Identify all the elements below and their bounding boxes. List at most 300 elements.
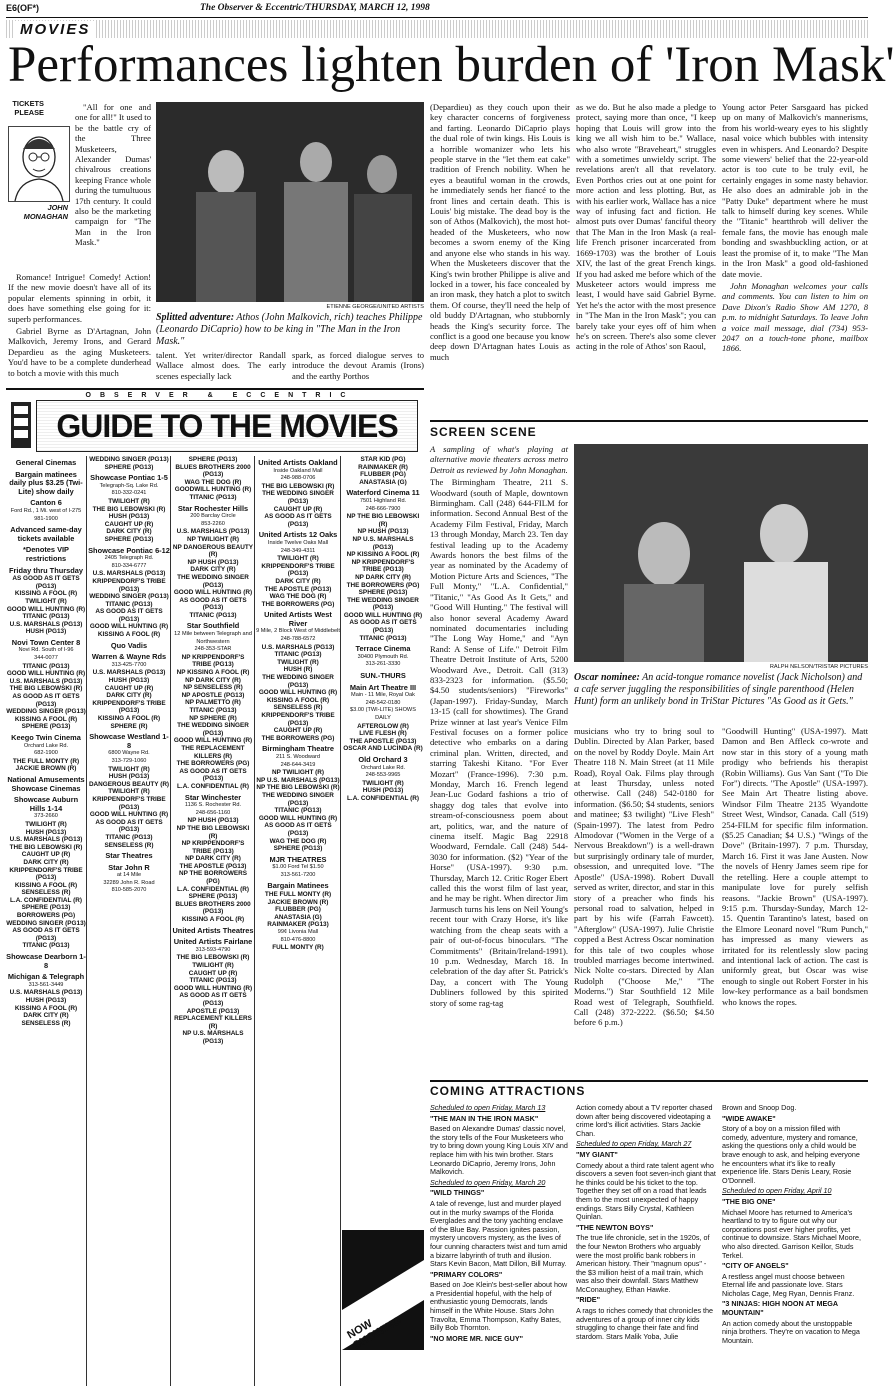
listing-col-4 xyxy=(256,456,341,1386)
listing-detail: 32289 John R. Road xyxy=(103,879,155,886)
listing-film: TWILIGHT (R) xyxy=(25,597,67,605)
listing-film: GOODWILL HUNTING (R) xyxy=(174,486,252,494)
listing-film: TITANIC (PG13) xyxy=(22,613,70,621)
listing-film: BORROWERS (PG) xyxy=(16,912,76,920)
listing-film: HUSH (PG13) xyxy=(362,787,404,795)
listing-film: HUSH (PG13) xyxy=(108,773,150,781)
cafe-scene xyxy=(574,444,868,662)
listing-film: THE WEDDING SINGER (PG13) xyxy=(262,490,334,505)
listing-film: HUSH (PG13) xyxy=(108,513,150,521)
coming-title: "MY GIANT" xyxy=(576,1149,618,1159)
listing-film: TWILIGHT (R) xyxy=(362,779,404,787)
listing-film: KISSING A FOOL (R) xyxy=(14,590,78,598)
listing-film: LIVE FLESH (R) xyxy=(359,730,407,738)
listing-film: WEDDING SINGER (PG13) xyxy=(6,919,86,927)
listing-film: SENSELESS (R) xyxy=(273,704,323,712)
listing-film: NP KRIPPENDORF'S TRIBE (PG13) xyxy=(181,653,245,669)
listing-detail: 248-644-3419 xyxy=(280,761,316,768)
coming-description: Based on Joe Klein's best-seller about how a Presidential hopeful, with the help of enthusiastic young Democrats, lands himself in the White House. Stars John Travolta, Emma Thompson, Kathy Bates, Billy Bob Thornton. xyxy=(430,1280,568,1333)
listing-film: U.S. MARSHALS (PG13) xyxy=(92,570,166,578)
listing-film: U.S. MARSHALS (PG13) xyxy=(261,643,335,651)
screen-scene-intro: A sampling of what's playing at alternative movie theaters across metro Detroit as reviewed by John Monaghan. xyxy=(430,444,568,475)
listing-film: AS GOOD AS IT GETS (PG13) xyxy=(179,992,247,1007)
listing-film: L.A. CONFIDENTIAL (R) xyxy=(347,794,419,802)
listing-film: TWILIGHT (R) xyxy=(25,820,67,828)
screen-scene-col-2 xyxy=(574,726,714,1074)
listing-detail: 810-476-8800 xyxy=(280,936,316,943)
listing-film: THE APOSTLE (PG13) xyxy=(349,737,417,745)
listing-film: SPHERE (PG13) xyxy=(21,723,71,731)
listing-theater: Bargain matinees daily plus $3.25 (Twi-Lite) show daily xyxy=(9,469,83,496)
listing-film: THE WEDDING SINGER (PG13) xyxy=(177,722,249,737)
listing-film: THE BORROWERS (PG) xyxy=(261,734,335,742)
listing-detail: 248-656-1160 xyxy=(195,809,231,816)
listing-film: TWILIGHT (R) xyxy=(108,765,150,773)
listing-film: NP DARK CITY (R) xyxy=(185,855,241,863)
listing-film: U.S. MARSHALS (PG13) xyxy=(176,528,250,536)
section-label: MOVIES xyxy=(14,21,96,38)
listing-film: APOSTLE (PG13) xyxy=(186,1007,240,1015)
listing-film: THE BORROWERS (PG) xyxy=(346,581,420,589)
article-col-1 xyxy=(75,102,151,282)
listing-detail: 248-353-STAR xyxy=(194,646,232,653)
article-para: as we do. But he also made a pledge to protect, saying more than once, "I keep hoping that Louis will grow into the king we all wish him to be." Wallace, who also wrote "Braveheart," struggles with a sometimes unwieldy script. The revelations aren't all that revelatory. Even Porthos cries out at one point for more action and less plotting. But, as with his earlier work, Wallace has a nice way of infusing fact and fiction. He almost puts over Dumas' fanciful theory that The Man in the Iron Mask (a real-life French prisoner incarcerated from 1669-1703) was the brother of Louis XIV, the last of the great French kings. If you had asked me before which of the Musketeer actors would impress me least, I would have said Gabriel Byrne. Yet he's the actor with the most presence in "The Man in the Iron Mask"; you can barely take your eyes off of him when he's on screen. There's also some clever acting in the role of Athos' son Raoul, xyxy=(576,102,716,352)
listing-film: SPHERE (R) xyxy=(110,722,148,730)
listing-film: WEDDING SINGER (PG13) xyxy=(89,593,169,601)
listing-film: AS GOOD AS IT GETS (PG13) xyxy=(179,596,247,612)
coming-schedule: Scheduled to open Friday, March 13 xyxy=(430,1103,546,1112)
byline-name: JOHN MONAGHAN xyxy=(23,203,68,221)
listing-detail: 211 S. Woodward xyxy=(276,753,320,760)
coming-description: Story of a boy on a mission filled with comedy, adventure, mystery and romance, asking the questions only a child would be brave enough to ask, and helping everyone he encounters what it's like to really experience life. Stars Denis Leary, Rosie O'Donnell. xyxy=(722,1124,860,1185)
listing-film: HUSH (R) xyxy=(283,666,313,674)
article-para: spark, as forced dialogue serves to introduce the devout Aramis (Irons) and the earthy Porthos xyxy=(292,350,424,381)
listing-detail: Inside Oakland Mall xyxy=(273,467,323,474)
listing-film: THE BIG LEBOWSKI (R) xyxy=(261,482,335,490)
listing-film: KISSING A FOOL (R) xyxy=(97,631,161,639)
screen-scene-heading: SCREEN SCENE xyxy=(430,425,537,439)
listing-theater: Star Theatres xyxy=(105,851,153,861)
listing-film: SPHERE (PG13) xyxy=(21,904,71,912)
listing-film: KISSING A FOOL (R) xyxy=(181,916,245,924)
listing-film: TITANIC (PG13) xyxy=(189,707,237,714)
listing-film: SPHERE (PG13) xyxy=(104,463,154,471)
listing-detail: 248-349-4311 xyxy=(280,547,316,554)
listing-detail: 99¢ Livonia Mall xyxy=(277,929,319,936)
listing-film: NP THE BIG LEBOWSKI (R) xyxy=(176,824,250,840)
listing-film: TWILIGHT (R) xyxy=(277,658,319,666)
listing-film: CAUGHT UP (R) xyxy=(273,727,323,735)
listing-film: NP U.S. MARSHALS (PG13) xyxy=(182,1030,244,1045)
listing-film: SPHERE (PG13) xyxy=(358,589,408,597)
listing-detail: 248-666-7900 xyxy=(365,505,401,512)
listing-detail: 810-585-2070 xyxy=(111,887,147,894)
listing-film: TITANIC (PG13) xyxy=(105,833,153,841)
listing-col-3 xyxy=(172,456,255,1386)
listing-film: GOOD WILL HUNTING (R) xyxy=(6,605,86,613)
listing-theater: United Artists 12 Oaks xyxy=(258,530,338,540)
listing-film: JACKIE BROWN (R) xyxy=(15,765,77,773)
screen-scene-rule xyxy=(430,420,868,422)
listing-theater: National Amusements Showcase Cinemas xyxy=(7,774,85,793)
listing-film: ANASTASIA (G) xyxy=(359,478,407,486)
listing-film: U.S. MARSHALS (PG13) xyxy=(92,669,166,677)
listing-film: NP THE BIG LEBOWSKI (R) xyxy=(256,784,340,792)
listing-film: AS GOOD AS IT GETS (PG13) xyxy=(264,822,332,837)
film-reel-icon xyxy=(8,402,34,448)
listing-film: NP DARK CITY (R) xyxy=(185,676,241,684)
listing-film: U.S. MARSHALS (PG13) xyxy=(9,989,83,997)
listing-theater: Warren & Wayne Rds xyxy=(91,652,167,662)
listing-film: FULL MONTY (R) xyxy=(272,944,324,952)
listing-detail: Main - 11 Mile, Royal Oak xyxy=(351,692,415,699)
article-col-1b xyxy=(8,272,151,378)
article-col-2 xyxy=(156,350,286,384)
listing-theater: United Artists Oakland xyxy=(258,458,338,467)
listing-film: U.S. MARSHALS (PG13) xyxy=(9,677,83,685)
listing-film: THE REPLACEMENT KILLERS (R) xyxy=(181,744,245,760)
article-col-4 xyxy=(430,102,570,384)
listing-film: L.A. CONFIDENTIAL (R) xyxy=(10,896,82,904)
listing-film: NP U.S. MARSHALS (PG13) xyxy=(256,776,340,784)
article-para: "All for one and one for all!" It used to be the battle cry of the Three Musketeers, Alexander Dumas' chivalrous creations keeping France whole during the tumultuous 17th century. It could also be the marketing campaign for "The Man in the Iron Mask." xyxy=(75,102,151,248)
listing-film: OSCAR AND LUCINDA (R) xyxy=(343,745,423,753)
listing-theater: Friday thru Thursday xyxy=(9,565,83,575)
movie-still-iron-mask xyxy=(156,102,424,302)
listing-film: DANGEROUS BEAUTY (R) xyxy=(88,780,170,788)
coming-title: "PRIMARY COLORS" xyxy=(430,1269,503,1279)
listing-film: TITANIC (PG13) xyxy=(22,662,70,670)
listing-film: DARK CITY (R) xyxy=(275,577,321,585)
listing-film: NP U.S. MARSHALS (PG13) xyxy=(352,535,414,551)
coming-col-3 xyxy=(722,1104,868,1386)
listing-film: NP KRIPPENDORF'S TRIBE (PG13) xyxy=(181,840,245,855)
listing-film: TITANIC (PG13) xyxy=(189,611,237,619)
listing-film: CAUGHT UP (R) xyxy=(21,851,71,859)
listing-film: THE BORROWERS (PG) xyxy=(176,760,250,768)
listing-detail: at 14 Mile xyxy=(116,872,142,879)
photo2-caption xyxy=(574,672,868,708)
listing-film: KRIPPENDORF'S TRIBE (PG13) xyxy=(261,712,335,727)
screen-scene-col-3 xyxy=(722,726,868,1074)
listing-theater: Novi Town Center 8 xyxy=(11,637,81,647)
listing-detail: Telegraph-Sq. Lake Rd. xyxy=(99,482,159,489)
listing-film: GOOD WILL HUNTING (R) xyxy=(258,689,338,697)
author-portrait-sketch xyxy=(9,127,69,201)
listing-detail: Inside Twelve Oaks Mall xyxy=(267,539,329,546)
coming-description: An action comedy about the unstoppable ninja brothers. They're on vacation to Mega Mountain. xyxy=(722,1318,860,1345)
listing-detail: 810-334-6777 xyxy=(111,562,147,569)
coming-heading: COMING ATTRACTIONS xyxy=(430,1084,586,1098)
listing-detail: 313-729-1060 xyxy=(111,757,147,764)
listing-theater: Michigan & Telegraph xyxy=(7,972,85,982)
listing-theater: MJR THEATRES xyxy=(269,854,327,864)
listing-detail: 344-0077 xyxy=(34,655,58,662)
listing-theater: Quo Vadis xyxy=(110,640,148,650)
listing-film: TITANIC (PG13) xyxy=(359,634,407,642)
listing-theater: Main Art Theatre III xyxy=(349,682,417,692)
listing-detail: Orchard Lake Rd. xyxy=(360,764,406,771)
article-para: Gabriel Byrne as D'Artagnan, John Malkovich, Jeremy Irons, and Gerard Depardieu as the aging Musketeers. You'd have to be a complete dunderhead to botch a movie with this much xyxy=(8,326,151,378)
listing-film: NP PALMETTO (R) xyxy=(185,699,241,707)
coming-title: "WIDE AWAKE" xyxy=(722,1113,776,1123)
listing-film: WEDDING SINGER (PG13) xyxy=(89,456,169,463)
listing-film: THE WEDDING SINGER (PG13) xyxy=(177,573,249,589)
listing-film: CAUGHT UP (R) xyxy=(104,684,154,692)
listing-detail: 248-553-9965 xyxy=(365,772,401,779)
coming-description: Michael Moore has returned to America's heartland to try to figure out why our corporations post ever higher profits, yet continue to downsize. Stars Michael Moore, who also directed. Garrison Keillor, Studs Terkel. xyxy=(722,1207,862,1260)
listing-film: CAUGHT UP (R) xyxy=(104,520,154,528)
photo1-caption xyxy=(156,312,424,348)
article-para: Young actor Peter Sarsgaard has picked up on many of Malkovich's mannerisms, from his world-weary eyes to his slightly nasal voice which bubbles with intensity even in whispers. And Leonardo? Despite some viewers' belief that the 22-year-old actor is too cute to be truly evil, he certainly engages in some nasty behavior. He also does an admirable job in the "Patty Duke" department where he must talk to himself during key scenes. While the "Titanic" heartthrob will deliver the female fans, the movie has enough male bonding and swashbuckling action, or at least the promise of it, to make "The Man in the Iron Mask" a good old-fashioned date movie. xyxy=(722,102,868,279)
listing-theater: Showcase Pontiac 6-12 xyxy=(88,545,170,555)
listing-theater: Old Orchard 3 xyxy=(358,754,408,764)
listing-film: TITANIC (PG13) xyxy=(22,942,70,950)
listing-film: THE BORROWERS (PG) xyxy=(261,600,335,608)
coming-rule xyxy=(430,1080,868,1082)
guide-frame-top xyxy=(6,388,424,390)
article-col-5 xyxy=(576,102,716,384)
listing-film: GOOD WILL HUNTING (R) xyxy=(6,670,86,678)
listing-theater: Bargain Matinees xyxy=(267,881,329,891)
listing-detail: 248-542-0180 xyxy=(365,699,401,706)
listing-film: GOOD WILL HUNTING (R) xyxy=(258,814,338,822)
listing-film: ANASTASIA (G) xyxy=(274,913,322,921)
listing-film: THE WEDDING SINGER (PG13) xyxy=(262,674,334,689)
coming-schedule: Scheduled to open Friday, April 10 xyxy=(722,1186,832,1196)
coming-title: "THE MAN IN THE IRON MASK" xyxy=(430,1113,539,1123)
listing-film: NP TWILIGHT (R) xyxy=(271,769,325,777)
listing-film: TITANIC (PG13) xyxy=(274,651,322,659)
listing-theater: Showcase Westland 1-8 xyxy=(89,732,169,750)
listing-film: KRIPPENDORF'S TRIBE (PG13) xyxy=(92,577,166,593)
listing-film: GOOD WILL HUNTING (R) xyxy=(173,984,253,992)
coming-title: "3 NINJAS: HIGH NOON AT MEGA MOUNTAIN" xyxy=(722,1299,838,1318)
coming-description: The true life chronicle, set in the 1920s, of the four Newton Brothers who arguably were the most prolific bank robbers in American history. Their "magnum opus" - the $3 million heist of a mail train, which was also their downfall. Stars Matthew McConaughey, Ethan Hawke. xyxy=(576,1233,710,1294)
photo2-credit: RALPH NELSON/TRISTAR PICTURES xyxy=(769,664,868,670)
listing-film: FLUBBER (PG) xyxy=(360,471,406,479)
coming-description: A rags to riches comedy that chronicles the adventures of a group of inner city kids struggling to change their fate and find stardom. Stars Malik Yoba, Julie xyxy=(576,1306,714,1341)
coming-description: Based on Alexandre Dumas' classic novel, the story tells of the Four Musketeers who try to bring down young King Louis XIV and replace him with his twin brother. Stars Leonardo DiCaprio, Jeremy Irons, John Malkovich. xyxy=(430,1124,568,1177)
listing-film: DARK CITY (R) xyxy=(23,858,69,866)
listing-film: DARK CITY (R) xyxy=(106,528,152,536)
listing-film: SENSELESS (R) xyxy=(21,1019,71,1027)
theater-ad xyxy=(342,1230,424,1350)
coming-title: "WILD THINGS" xyxy=(430,1188,485,1198)
author-note: John Monaghan welcomes your calls and comments. You can listen to him on Dave Dixon's Radio Show AM 1270, 8 p.m. to midnight Saturdays. To leave John a voice mail message, dial (734) 953-2047 on a touch-tone phone, mailbox 1866. xyxy=(722,280,868,354)
listing-film: KRIPPENDORF'S TRIBE (PG13) xyxy=(261,562,335,578)
listing-film: U.S. MARSHALS (PG13) xyxy=(9,836,83,844)
listing-film: GOOD WILL HUNTING (R) xyxy=(89,623,169,631)
listing-film: WAG THE DOG (R) xyxy=(184,478,242,486)
article-para: (Depardieu) as they couch upon their key character concerns of forgiveness and farting. Leonardo DiCaprio plays the dual role of twin kings. His Louis is a horrible womanizer who lets his people starve in the "let them eat cake" tradition of French nobility. When he eyes a beautiful woman in the crowds, he immediately sends her fiancé to the front lines and certain death. This is Louis' big mistake. The dead boy is the son of Athos (Malkovich), the most hot-headed of the Musketeers, who now becomes a sworn enemy of the King and anyone else who stands in his way. When the Musketeers discover that the King's twin brother Philippe is alive and locked in a tower, his face concealed by an iron mask, they hatch a plot to switch them. Of course, they'll need the help of old buddy D'Artagnan, who stubbornly heads the King's security force. The conflict is a good one because you know deep down D'Artagnan hates Louis as much xyxy=(430,102,570,362)
listing-detail: Orchard Lake Rd. xyxy=(23,742,69,749)
guide-title-block xyxy=(36,400,418,452)
article-para: talent. Yet writer/director Randall Wallace almost does. The early scenes especially lack xyxy=(156,350,286,381)
listing-film: SENSELESS (R) xyxy=(104,841,154,849)
listing-film: DARK CITY (R) xyxy=(23,1012,69,1020)
listing-col-5 xyxy=(342,456,424,1156)
listing-film: REPLACEMENT KILLERS (R) xyxy=(174,1015,252,1030)
coming-title: "THE NEWTON BOYS" xyxy=(576,1222,654,1232)
top-rule xyxy=(6,17,868,18)
listing-film: THE BIG LEBOWSKI (R) xyxy=(92,505,166,513)
listing-film: RAINMAKER (PG13) xyxy=(267,921,329,929)
listing-detail: 313-561-3449 xyxy=(28,981,64,988)
listing-detail: 373-2660 xyxy=(34,813,58,820)
listing-detail: Novi Rd. South of I-96 xyxy=(18,647,74,654)
guide-title: GUIDE TO THE MOVIES xyxy=(56,408,398,444)
listing-film: CAUGHT UP (R) xyxy=(273,505,323,513)
listing-film: NP KISSING A FOOL (R) xyxy=(176,669,250,677)
paper-dateline: The Observer & Eccentric/THURSDAY, MARCH 12, 1998 xyxy=(200,3,430,13)
listing-film: HUSH (PG13) xyxy=(25,628,67,636)
listing-film: RAINMAKER (R) xyxy=(358,463,408,471)
listing-detail: 981-1900 xyxy=(34,515,58,522)
listing-film: NP THE BIG LEBOWSKI (R) xyxy=(346,513,420,528)
listing-theater: Star Rochester Hills xyxy=(177,503,249,513)
listing-film: DARK CITY (R) xyxy=(106,692,152,700)
listing-film: HUSH (PG13) xyxy=(25,828,67,836)
listing-film: TWILIGHT (R) xyxy=(108,497,150,505)
listing-film: HUSH (PG13) xyxy=(108,677,150,685)
listing-theater: United Artists Fairlane xyxy=(173,937,253,947)
listing-col-1 xyxy=(6,456,87,1386)
byline-label: TICKETS PLEASE xyxy=(12,99,44,117)
listing-film: NP THE BORROWERS (PG) xyxy=(178,870,248,886)
listing-film: SENSELESS (R) xyxy=(21,889,71,897)
listing-detail: 810-332-0241 xyxy=(111,490,147,497)
listing-film: AS GOOD AS IT GETS (PG13) xyxy=(179,767,247,783)
listing-film: KISSING A FOOL (R) xyxy=(97,715,161,722)
listing-film: WAG THE DOG (R) xyxy=(269,593,327,601)
screen-scene-text: The Birmingham Theatre, 211 S. Woodward (south of Maple, downtown Birmingham. Call (248) 644-FILM for information. Second Annual Best of the Academy Film Festival, Friday, March 13 through Monday, March 23. Ten day festival leading up to the Academy Awards honors the best films of the year as nominated by the Academy of Motion Picture Arts and Sciences, "The Full Monty," "L.A. Confidential," "Titanic," "As Good As It Gets," and "Good Will Hunting." The festival will also honor several Academy Award nominated documentaries including "The Long Way Home," and "Ayn Rand: A Sense of Life." Detroit Film Theatre Detroit Institute of Arts, 5200 Woodward Ave., Detroit. Call (313) 833-2323 for information. ($5.50; $4.50 students/seniors) "Fireworks" (Japan-1997). Friday-Sunday, March 13-15 (call for showtimes). The Grand Prize winner at last year's Venice Film Festival focuses on a former police detective who embarks on a daring criminal plan. Written, directed, and starring Takeshi Kitano. "For Ever Mozart" (France-1996). 7:30 p.m. Monday, March 16. French legend Jean-Luc Godard fashions a trio of shaggy dog tales that evolve into stream-of-consciousness poem about art, politics, war, and the nature of cinema itself. Magic Bag 22918 Woodward, Ferndale. Call (248) 544-3030 for information. ($2) "Year of the Horse" (USA-1997). 9:30 p.m. Thursday, March 12. Critic Roger Ebert called this the worst film of last year, and he may be right. When director Jim Jarmusch turns his lens on Neil Young's recent tour with Crazy Horse, it's like watching from the cheap seats with a pair of out-of-focus binoculars. "The Commitments" (Britain/Ireland-1991). 10 p.m. Wednesday, March 18. In celebration of the day after St. Patrick's Day, a concert with The Young Dubliners followed by this spirited story of some rag-tag xyxy=(430,477,568,1008)
screen-scene-text: "Goodwill Hunting" (USA-1997). Matt Damon and Ben Affleck co-wrote and now star in this story of a young math prodigy who befriends his therapist (Robin Williams). Gus Van Sant ("To Die For") directs. "The Apostle" (USA-1997). See Main Art Theatre listing above. Windsor Film Theatre 2135 Wyandotte Street West, Windsor, Canada. Call (519) 254-FILM for specific film information. ($5.25 Canadian; $4 U.S.) "Wings of the Dove" (Britain-1997). 7 p.m. Thursday, March 16. First it was Jane Austen. Now the novels of Henry James seem ripe for the retelling. Here a couple attempt to manipulate love for purely selfish reasons. "Jackie Brown" (USA-1997). 9:15 p.m. Thursday-Sunday, March 12-15. Quentin Tarantino's latest, based on the Elmore Leonard novel "Rum Punch," has impressed as many viewers as irritated for its relentlessly slow pacing and intentional lack of action. The cast is uniformly great, but Oscar was wise enough to single out Robert Forster in his low-key performance as a bail bondsmen who knows the ropes. xyxy=(722,726,868,1007)
coming-description: A tale of revenge, lust and murder played out in the murky swamps of the Florida Everglades and the tony yachting enclave of the Blue Bay. Passion ignites passion, mystery uncovers mystery, as the lives of four cunning characters twist and turn amid a bizarre labyrinth of truth and illusion. Stars Kevin Bacon, Matt Dillon, Bill Murray. xyxy=(430,1198,568,1269)
listing-film: THE BIG LEBOWSKI (R) xyxy=(176,954,250,962)
coming-schedule: Scheduled to open Friday, March 20 xyxy=(430,1177,546,1187)
ad-text: NOW SHOWING xyxy=(345,1314,404,1352)
photo2-caption-lead: Oscar nominee: xyxy=(574,672,640,683)
photo1-caption-lead: Splitted adventure: xyxy=(156,312,235,323)
listing-film: GOOD WILL HUNTING (R) xyxy=(173,589,253,597)
coming-col-1 xyxy=(430,1104,570,1386)
listing-film: AS GOOD AS IT GETS (PG13) xyxy=(349,619,417,635)
coming-description: A restless angel must choose between Eternal life and passionate love. Stars Nicholas Cage, Meg Ryan, Dennis Franz. xyxy=(722,1271,855,1298)
page-number: E6(OF*) xyxy=(6,3,40,13)
musketeers-figures xyxy=(156,102,424,302)
listing-detail: 248-988-0706 xyxy=(280,475,316,482)
listing-film: WAG THE DOG (R) xyxy=(269,837,327,845)
listing-film: FLUBBER (PG) xyxy=(275,906,321,914)
coming-col-2 xyxy=(576,1104,716,1386)
article-para: Romance! Intrigue! Comedy! Action! If the new movie doesn't have all of its popular elements spinning in orbit, it does have something else going for it: superb performances. xyxy=(8,272,151,324)
listing-detail: 6800 Wayne Rd. xyxy=(108,750,150,757)
listing-film: SPHERE (PG13) xyxy=(188,456,238,463)
listing-theater: *Denotes VIP restrictions xyxy=(22,545,69,563)
screen-scene-col-1 xyxy=(430,444,568,1074)
listing-film: TWILIGHT (R) xyxy=(108,788,150,796)
listing-film: JACKIE BROWN (R) xyxy=(267,898,329,906)
photo2-caption-text: An acid-tongue romance novelist (Jack Nicholson) and a cafe server juggling the responsibilities of single parenthood (Helen Hunt) form an unlikely bond in TriStar Pictures "As Good as it Gets." xyxy=(574,672,863,707)
listing-film: BLUES BROTHERS 2000 (PG13) xyxy=(175,900,251,916)
listing-theater: Keego Twin Cinema xyxy=(11,733,81,742)
listing-film: NP DARK CITY (R) xyxy=(355,573,411,581)
coming-title: "THE BIG ONE" xyxy=(722,1196,776,1206)
listing-film: THE BIG LEBOWSKI (R) xyxy=(9,843,83,851)
listing-film: KISSING A FOOL (R) xyxy=(266,696,330,704)
listing-film: THE FULL MONTY (R) xyxy=(12,757,80,765)
listing-film: NP HUSH (PG13) xyxy=(187,558,239,566)
listing-film: NP TWILIGHT (R) xyxy=(186,535,240,543)
listing-film: L.A. CONFIDENTIAL (R) xyxy=(177,885,249,893)
listing-film: L.A. CONFIDENTIAL (R) xyxy=(177,782,249,790)
listing-film: THE APOSTLE (PG13) xyxy=(264,585,332,593)
listing-film: DARK CITY (R) xyxy=(190,566,236,574)
listing-film: CAUGHT UP (R) xyxy=(188,969,238,977)
coming-description: Comedy about a third rate talent agent who discovers a seven foot seven-inch giant that he thinks could be his ticket to the top. Together they set off on a road that leads them to the most unexpected of happy endings. Stars Billy Crystal, Kathleen Quinlan. xyxy=(576,1160,716,1222)
listing-detail: 1136 S. Rochester Rd. xyxy=(184,802,242,809)
listing-film: GOOD WILL HUNTING (R) xyxy=(173,737,253,745)
listing-theater: Star Southfield xyxy=(186,621,240,631)
listing-detail: 200 Barclay Circle xyxy=(190,513,236,520)
movie-still-as-good-as-it-gets xyxy=(574,444,868,662)
listing-film: SPHERE (PG13) xyxy=(188,893,238,901)
listing-film: NP SPHERE (R) xyxy=(189,714,237,722)
coming-title: "CITY OF ANGELS" xyxy=(722,1261,789,1271)
listing-film: AS GOOD AS IT GETS (PG13) xyxy=(12,575,80,590)
listing-theater: Star Winchester xyxy=(184,792,242,802)
photo1-credit: ETIENNE GEORGE/UNITED ARTISTS xyxy=(326,304,424,310)
listing-detail: 7501 Highland Rd. xyxy=(359,497,407,504)
listing-film: NP KISSING A FOOL (R) xyxy=(346,551,420,559)
listing-film: AS GOOD AS IT GETS (PG13) xyxy=(12,693,80,708)
listing-film: NP APOSTLE (PG13) xyxy=(181,691,245,699)
listing-film: NP SENSELESS (R) xyxy=(183,684,243,692)
listing-film: KISSING A FOOL (R) xyxy=(14,715,78,723)
listing-detail: $1.00 Ford Tel $1.50 xyxy=(272,864,324,871)
listing-film: AS GOOD AS IT GETS (PG13) xyxy=(264,513,332,528)
listing-film: TITANIC (PG13) xyxy=(189,493,237,501)
listing-theater: Canton 6 xyxy=(30,498,62,508)
listing-film: NP KRIPPENDORF'S TRIBE (PG13) xyxy=(351,558,415,574)
listing-film: SPHERE (PG13) xyxy=(273,845,323,853)
listing-film: AS GOOD AS IT GETS (PG13) xyxy=(95,608,163,623)
coming-title: "RIDE" xyxy=(576,1295,600,1305)
listing-film: TWILIGHT (R) xyxy=(192,962,234,969)
listing-theater: Showcase Pontiac 1-5 xyxy=(90,473,168,483)
listing-theater: Star John R xyxy=(108,862,150,872)
listing-theater: SUN.-THURS xyxy=(360,671,406,681)
listing-film: NP DANGEROUS BEAUTY (R) xyxy=(172,543,254,559)
listing-detail: 9 Mile, 2 Block West of Middlebelt xyxy=(256,628,340,635)
listing-detail: 313-261-3330 xyxy=(365,661,401,668)
listing-film: AS GOOD AS IT GETS (PG13) xyxy=(95,818,163,834)
listing-film: KISSING A FOOL (R) xyxy=(14,1004,78,1012)
listing-film: KRIPPENDORF'S TRIBE (PG13) xyxy=(9,866,83,882)
listing-film: NP HUSH (PG13) xyxy=(357,528,409,536)
listing-theater: Showcase Auburn Hills 1-14 xyxy=(13,795,79,813)
coming-description: Brown and Snoop Dog. xyxy=(722,1103,797,1112)
listing-film: AFTERGLOW (R) xyxy=(357,722,409,730)
listing-theater: Showcase Dearborn 1-8 xyxy=(6,952,86,970)
listing-film: THE FULL MONTY (R) xyxy=(264,891,332,899)
listing-detail: 2405 Telegraph Rd. xyxy=(104,555,154,562)
listing-theater: Birmingham Theatre xyxy=(262,744,334,754)
listing-detail: 682-1900 xyxy=(34,750,58,757)
listing-detail: $3.00 (TWI-LITE) SHOWS DAILY xyxy=(350,707,416,721)
listing-theater: General Cinemas xyxy=(15,458,77,467)
